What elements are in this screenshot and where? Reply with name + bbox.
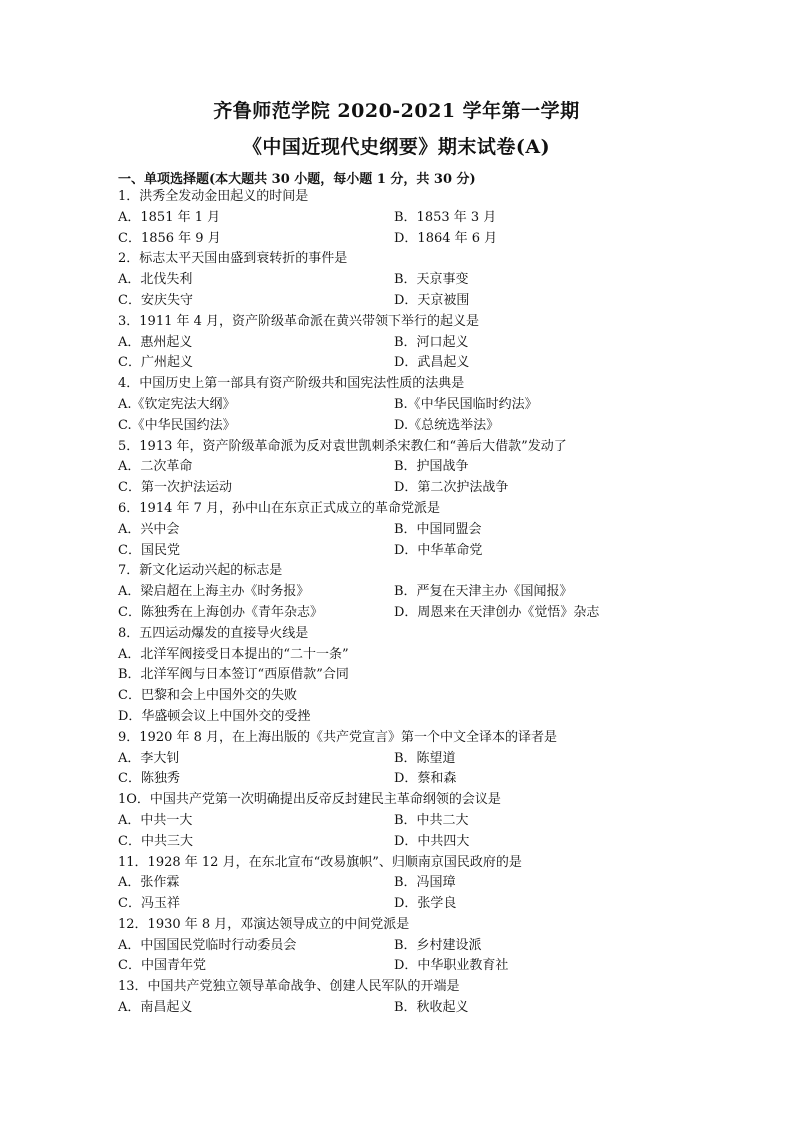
option-d: D．第二次护法战争 (394, 480, 509, 496)
option-row (118, 582, 718, 603)
option-row (118, 416, 718, 437)
section-heading: 一、单项选择题(本大题共 30 小题，每小题 1 分，共 30 分) (118, 172, 476, 187)
option-a: A．1851 年 1 月 (118, 209, 221, 225)
question-stem: 7．新文化运动兴起的标志是 (118, 563, 283, 579)
option-a: A．北洋军阀接受日本提出的“二十一条” (118, 646, 349, 662)
option-b: B．1853 年 3 月 (394, 209, 497, 225)
option-c: C．广州起义 (118, 355, 193, 371)
option-a: A．二次革命 (118, 459, 193, 475)
option-a: A．中国国民党临时行动委员会 (118, 937, 297, 953)
exam-title-line2: 《中国近现代史纲要》期末试卷(A) (242, 136, 551, 158)
option-a: A．张作霖 (118, 875, 180, 891)
question-stem: 2．标志太平天国由盛到衰转折的事件是 (118, 251, 348, 267)
option-c: C．国民党 (118, 542, 180, 558)
option-row (118, 894, 718, 915)
option-a: A．中共一大 (118, 812, 193, 828)
option-row (118, 873, 718, 894)
option-b: B．冯国璋 (394, 875, 456, 891)
option-row (118, 457, 718, 478)
exam-title-line1: 齐鲁师范学院 2020-2021 学年第一学期 (213, 100, 580, 122)
question-stem: 6．1914 年 7 月，孙中山在东京正式成立的革命党派是 (118, 500, 441, 516)
option-c: C．安庆失守 (118, 292, 193, 308)
option-d: D．周恩来在天津创办《觉悟》杂志 (394, 604, 600, 620)
option-a: A．梁启超在上海主办《时务报》 (118, 584, 310, 600)
option-row (118, 832, 718, 853)
option-a: A.《钦定宪法大纲》 (118, 396, 236, 412)
option-b: B．乡村建设派 (394, 937, 482, 953)
option-b: B．秋收起义 (394, 1000, 469, 1016)
option-d: D．中华职业教育社 (394, 958, 509, 974)
option-row (118, 811, 718, 832)
question-stem: 11．1928 年 12 月，在东北宣布“改易旗帜”、归顺南京国民政府的是 (118, 854, 522, 870)
question-stem: 13．中国共产党独立领导革命战争、创建人民军队的开端是 (118, 979, 460, 995)
option-d: D．蔡和森 (394, 771, 457, 787)
option-b: B．护国战争 (394, 459, 469, 475)
question-stem: 9．1920 年 8 月，在上海出版的《共产党宣言》第一个中文全译本的译者是 (118, 729, 558, 745)
option-a: A．兴中会 (118, 521, 180, 537)
option-d: D．武昌起义 (394, 355, 470, 371)
option-c: C．陈独秀在上海创办《青年杂志》 (118, 604, 323, 620)
option-d: D．张学良 (394, 896, 457, 912)
option-a: A．李大钊 (118, 750, 180, 766)
option-row (118, 395, 718, 416)
question-stem: 4．中国历史上第一部具有资产阶级共和国宪法性质的法典是 (118, 376, 465, 392)
option-b: B．北洋军阀与日本签订“西原借款”合同 (118, 667, 349, 683)
question-stem: 12．1930 年 8 月，邓演达领导成立的中间党派是 (118, 916, 410, 932)
option-row (118, 229, 718, 250)
option-row (118, 478, 718, 499)
option-c: C．巴黎和会上中国外交的失败 (118, 688, 297, 704)
option-a: A．北伐失利 (118, 272, 193, 288)
option-a: A．南昌起义 (118, 1000, 193, 1016)
option-b: B．河口起义 (394, 334, 469, 350)
option-row (118, 603, 718, 624)
option-row (118, 998, 718, 1019)
option-row (118, 956, 718, 977)
question-list (118, 187, 718, 1019)
option-d: D．中华革命党 (394, 542, 483, 558)
option-c: C．中共三大 (118, 833, 193, 849)
option-d: D．华盛顿会议上中国外交的受挫 (118, 708, 311, 724)
option-row (118, 541, 718, 562)
option-d: D．中共四大 (394, 833, 470, 849)
option-b: B．天京事变 (394, 272, 469, 288)
option-row (118, 208, 718, 229)
option-row (118, 333, 718, 354)
option-row (118, 749, 718, 770)
option-a: A．惠州起义 (118, 334, 193, 350)
option-c: C．1856 年 9 月 (118, 230, 221, 246)
question-stem: 8．五四运动爆发的直接导火线是 (118, 625, 309, 641)
option-c: C．冯玉祥 (118, 896, 180, 912)
question-stem: 1O．中国共产党第一次明确提出反帝反封建民主革命纲领的会议是 (118, 792, 501, 808)
option-d: D.《总统选举法》 (394, 417, 500, 433)
option-row (118, 520, 718, 541)
option-b: B．严复在天津主办《国闻报》 (394, 584, 573, 600)
option-b: B．陈望道 (394, 750, 456, 766)
option-row (118, 353, 718, 374)
option-row (118, 936, 718, 957)
option-c: C.《中华民国约法》 (118, 417, 236, 433)
question-stem: 3．1911 年 4 月，资产阶级革命派在黄兴带领下举行的起义是 (118, 313, 480, 329)
option-c: C．中国青年党 (118, 958, 206, 974)
option-b: B．中国同盟会 (394, 521, 482, 537)
option-row (118, 769, 718, 790)
option-c: C．第一次护法运动 (118, 480, 232, 496)
option-b: B．中共二大 (394, 812, 469, 828)
option-row (118, 270, 718, 291)
question-stem: 5．1913 年，资产阶级革命派为反对袁世凯刺杀宋教仁和“善后大借款”发动了 (118, 438, 567, 454)
question-stem: 1．洪秀全发动金田起义的时间是 (118, 189, 309, 204)
option-d: D．1864 年 6 月 (394, 230, 498, 246)
option-c: C．陈独秀 (118, 771, 180, 787)
option-row (118, 291, 718, 312)
option-b: B.《中华民国临时约法》 (394, 396, 538, 412)
option-d: D．天京被围 (394, 292, 470, 308)
